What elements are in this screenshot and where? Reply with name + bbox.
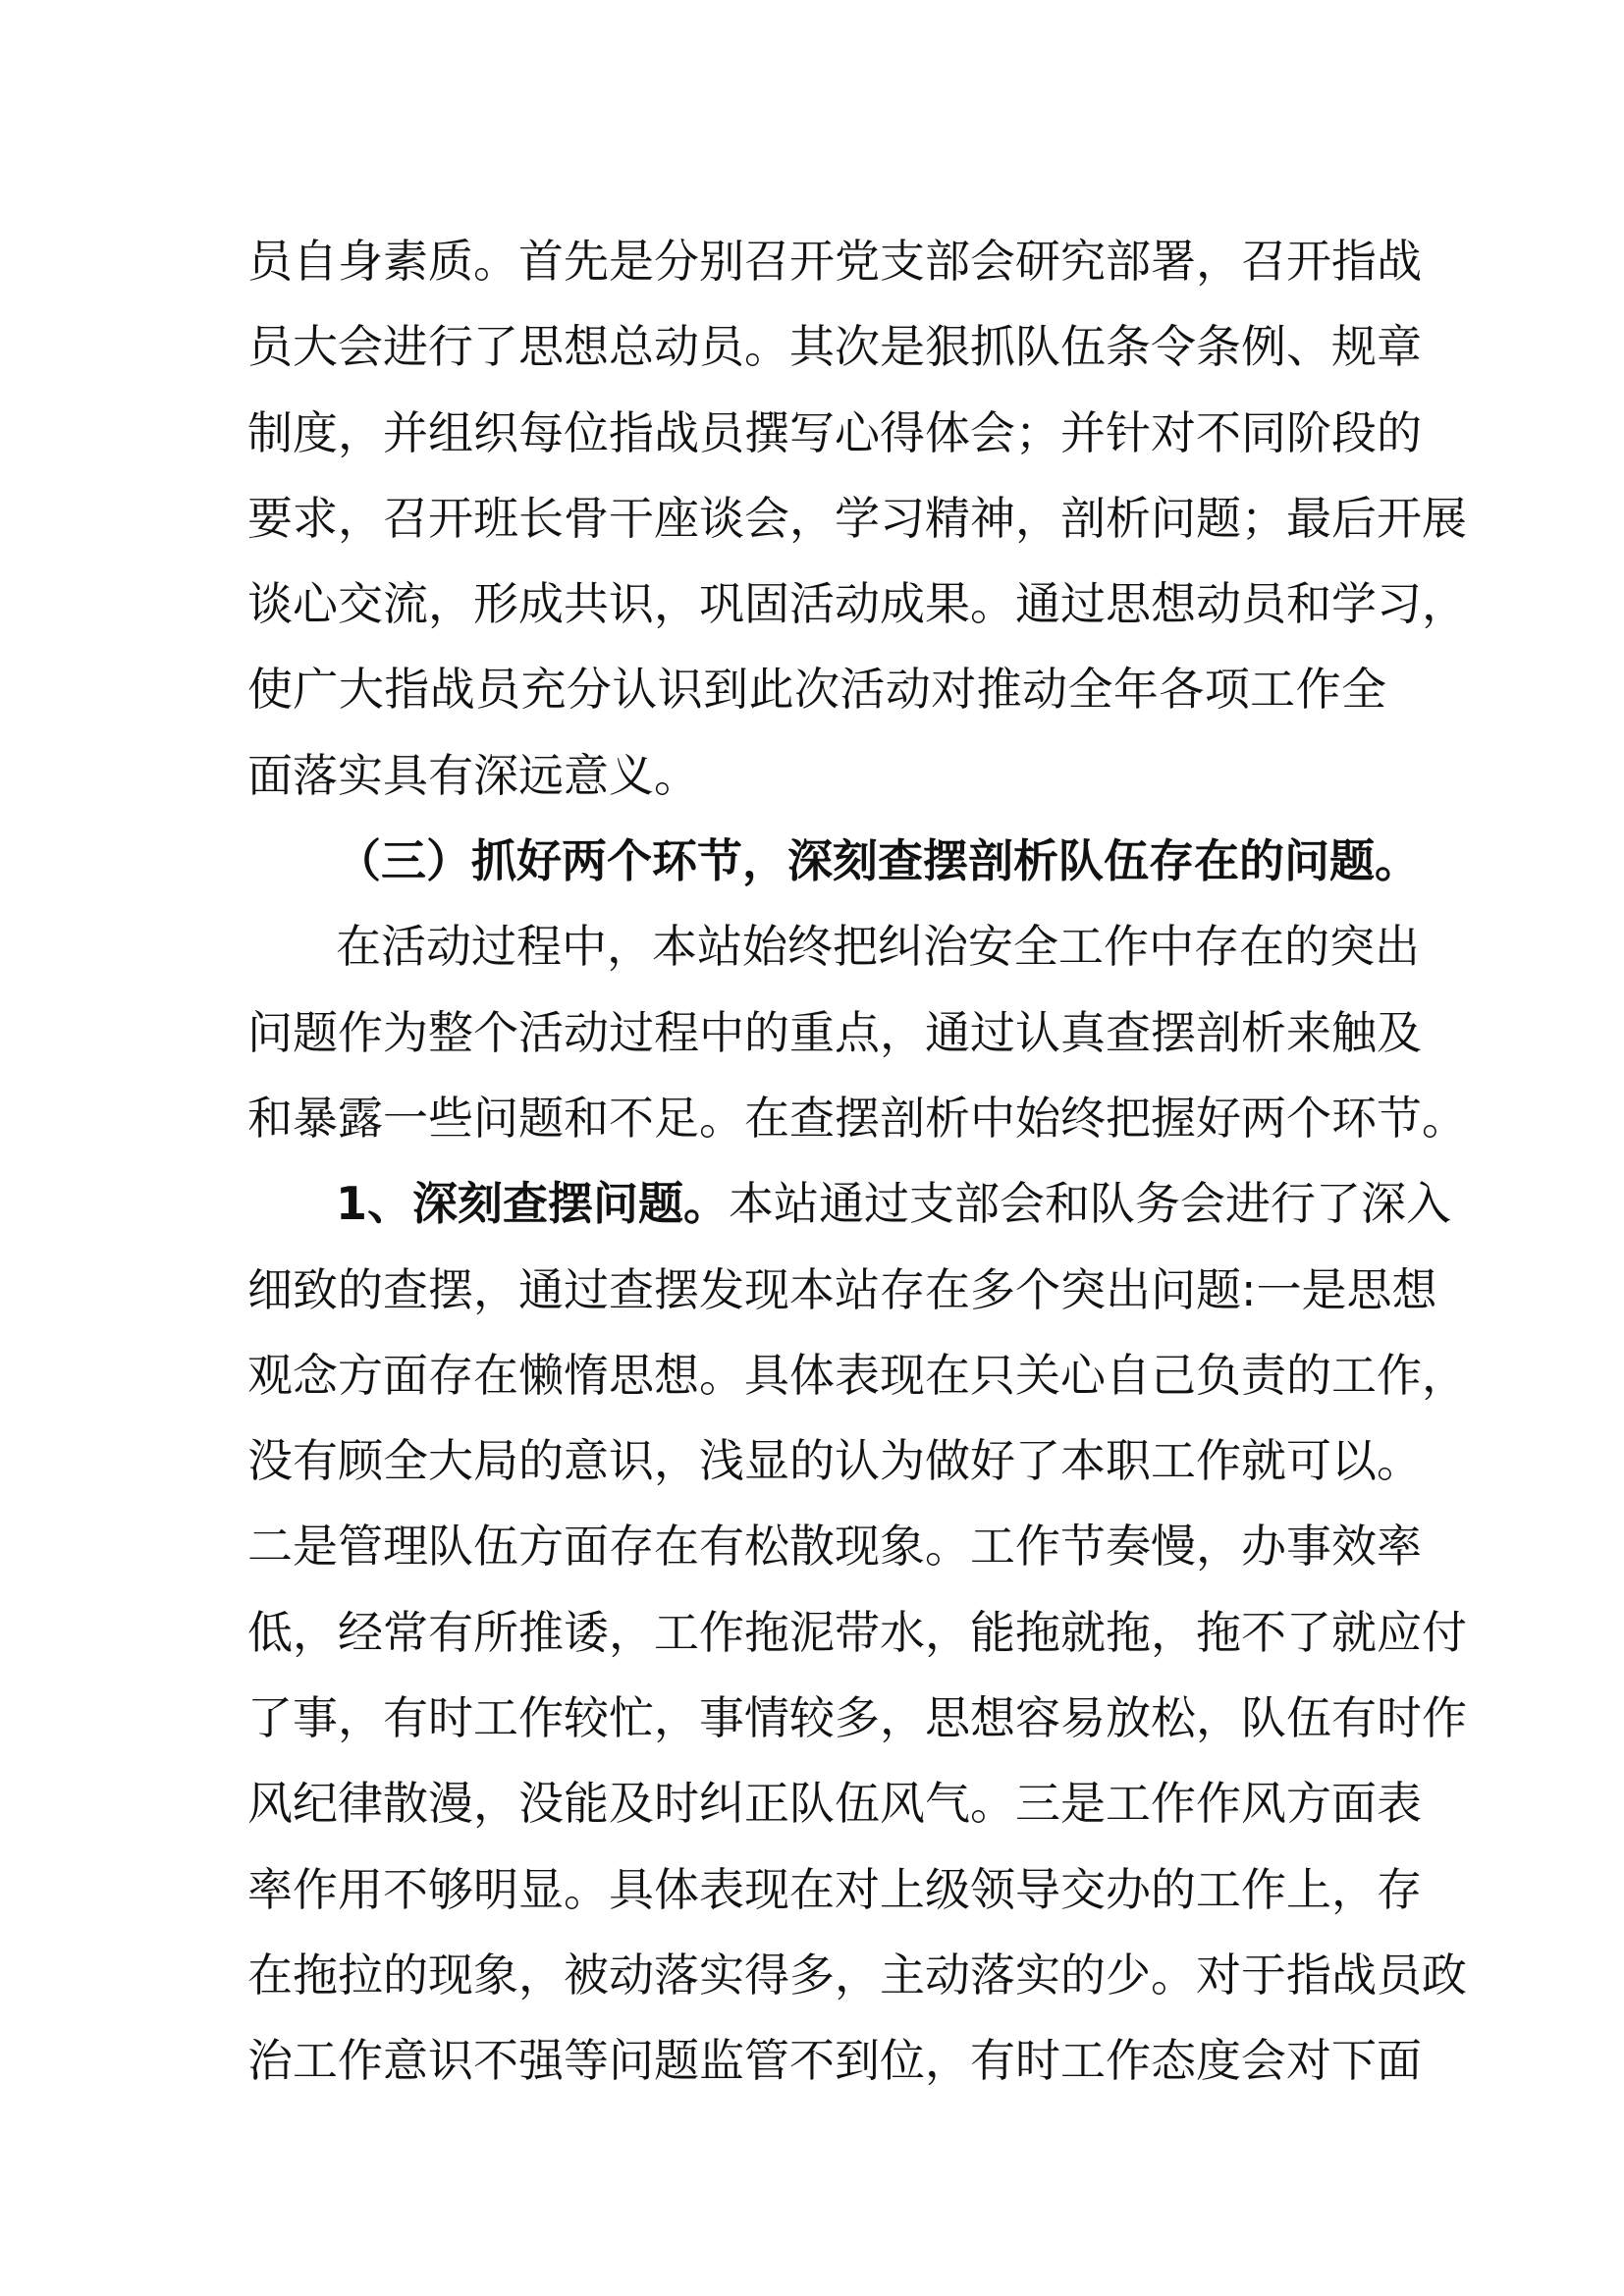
section-heading: （三）抓好两个环节，深刻查摆剖析队伍存在的问题。 (336, 834, 1420, 888)
text-line: 和暴露一些问题和不足。在查摆剖析中始终把握好两个环节。 (247, 1091, 1467, 1145)
text-line: 员自身素质。首先是分别召开党支部会研究部署，召开指战 (247, 235, 1422, 288)
text-span: 本站通过支部会和队务会进行了深入 (729, 1177, 1452, 1231)
text-line: 谈心交流，形成共识，巩固活动成果。通过思想动员和学习， (247, 577, 1467, 631)
paragraph-3 (247, 1161, 1467, 2104)
document-page (247, 219, 1467, 2105)
text-line: 问题作为整个活动过程中的重点，通过认真查摆剖析来触及 (247, 1005, 1422, 1059)
text-line (247, 1161, 1452, 1247)
paragraph-2 (247, 904, 1467, 1161)
subheading-lead: 1、深刻查摆问题。 (336, 1177, 730, 1231)
text-line: 在拖拉的现象，被动落实得多，主动落实的少。对于指战员政 (247, 1948, 1467, 2002)
text-line: 面落实具有深远意义。 (247, 748, 699, 802)
text-line: 员大会进行了思想总动员。其次是狠抓队伍条令条例、规章 (247, 320, 1422, 374)
text-line: 观念方面存在懒惰思想。具体表现在只关心自己负责的工作， (247, 1348, 1467, 1402)
text-line: 低，经常有所推诿，工作拖泥带水，能拖就拖，拖不了就应付 (247, 1605, 1467, 1659)
text-line: 二是管理队伍方面存在有松散现象。工作节奏慢，办事效率 (247, 1520, 1422, 1574)
text-line: 没有顾全大局的意识，浅显的认为做好了本职工作就可以。 (247, 1434, 1422, 1488)
paragraph-1 (247, 219, 1467, 819)
text-line: 细致的查摆，通过查摆发现本站存在多个突出问题:一是思想 (247, 1262, 1437, 1316)
text-line: 制度，并组织每位指战员撰写心得体会；并针对不同阶段的 (247, 405, 1422, 459)
text-line: 使广大指战员充分认识到此次活动对推动全年各项工作全 (247, 663, 1386, 717)
text-line: 率作用不够明显。具体表现在对上级领导交办的工作上，存 (247, 1862, 1422, 1916)
text-line: 在活动过程中，本站始终把纠治安全工作中存在的突出 (336, 920, 1420, 974)
text-line: 了事，有时工作较忙，事情较多，思想容易放松，队伍有时作 (247, 1691, 1467, 1745)
text-line: 治工作意识不强等问题监管不到位，有时工作态度会对下面 (247, 2034, 1422, 2088)
text-line: 风纪律散漫，没能及时纠正队伍风气。三是工作作风方面表 (247, 1777, 1422, 1831)
text-line: 要求，召开班长骨干座谈会，学习精神，剖析问题；最后开展 (247, 491, 1467, 545)
